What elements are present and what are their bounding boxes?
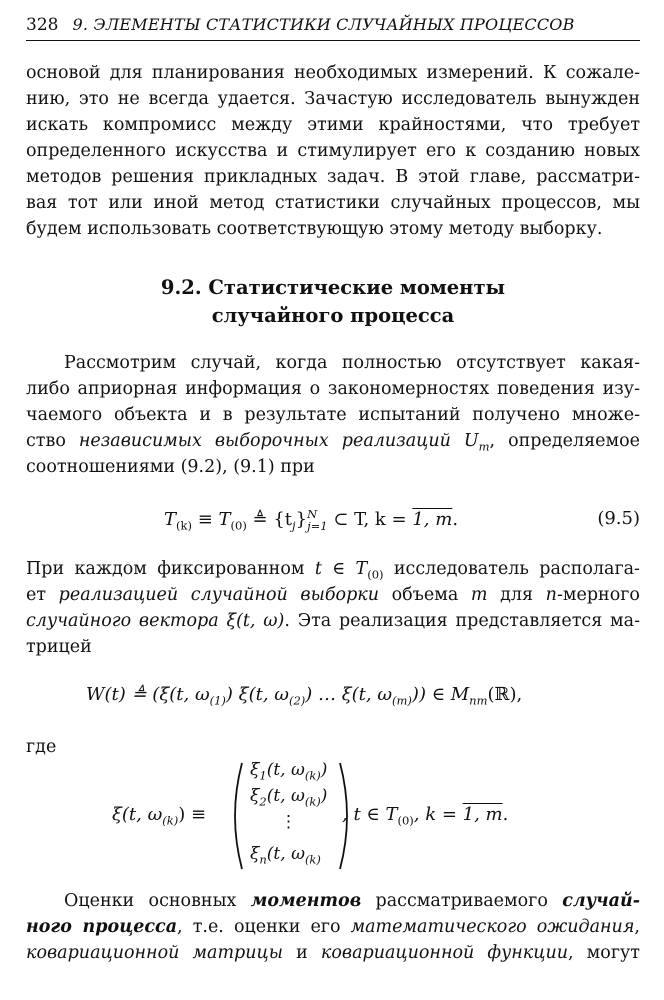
- math-sub: n: [259, 852, 267, 867]
- math-var: U: [463, 431, 479, 451]
- math-expr: , t ∈ T: [342, 804, 398, 825]
- text-line: [26, 556, 640, 582]
- word: для: [500, 585, 534, 605]
- math-sub: (k): [304, 852, 321, 867]
- word: , т.е. оценки его: [177, 917, 341, 937]
- math-var: ξ: [250, 760, 260, 780]
- math-range: 1, m: [462, 804, 503, 825]
- term-emphasis: ковариационной матрицы: [26, 943, 283, 963]
- text-line: Рассмотрим случай, когда полностью отсутствует какая-: [64, 353, 640, 373]
- math-range: 1, m: [412, 509, 453, 530]
- math-expr: , k =: [413, 804, 463, 825]
- math-expr: ) … ξ(t, ω: [305, 684, 393, 705]
- math-sub: (1): [209, 693, 226, 708]
- math-expr: (t, ω: [266, 760, 305, 780]
- text-line: где: [26, 737, 57, 757]
- text-line: искать компромисс между этими крайностями, что требует: [26, 115, 640, 135]
- section-heading: [26, 274, 640, 330]
- text-line: либо априорная информация о закономерностях поведения изу-: [26, 379, 640, 399]
- vector-entry: [250, 844, 321, 866]
- math-sub: (k): [162, 813, 179, 828]
- math-var: T: [218, 509, 231, 530]
- running-title: 9. ЭЛЕМЕНТЫ СТАТИСТИКИ СЛУЧАЙНЫХ ПРОЦЕССОВ: [72, 15, 575, 34]
- math-sub: (m): [392, 693, 412, 708]
- word: ,: [634, 917, 640, 937]
- paragraph-3: [26, 556, 640, 660]
- math-expr: t ∈ T: [314, 559, 368, 579]
- word: и: [296, 943, 308, 963]
- math-expr: (ℝ),: [487, 684, 523, 705]
- math-expr: ): [320, 760, 328, 780]
- math-expr: )) ∈ M: [411, 684, 470, 705]
- equation-xi-condition: [26, 804, 640, 834]
- equation-body: [164, 508, 458, 533]
- math-sub: (k): [176, 518, 192, 533]
- word: -мерного: [556, 585, 640, 605]
- math-op: .: [452, 509, 459, 530]
- term-bold-emphasis: моментов: [250, 891, 362, 911]
- math-sub: (2): [288, 693, 306, 708]
- word: Оценки основных: [64, 891, 237, 911]
- page-number: 328: [26, 15, 59, 35]
- math-op: ) ≡: [178, 804, 207, 825]
- equation-body: [86, 684, 522, 708]
- text-line: [26, 940, 640, 966]
- text-line: [26, 608, 640, 634]
- word: . Эта реализация представляется ма-: [284, 611, 640, 631]
- text-line: [26, 428, 640, 454]
- math-sup: N: [307, 507, 318, 521]
- section-title-line: 9.2. Статистические моменты: [160, 276, 506, 299]
- math-expr: (t, ω: [266, 786, 305, 806]
- equation-9-5: [26, 508, 640, 538]
- term-emphasis: ковариационной функции: [320, 943, 568, 963]
- math-sub: j: [292, 518, 296, 533]
- equation-W: [26, 684, 640, 716]
- word: , определяемое: [489, 431, 640, 451]
- math-op: ≜ {t: [246, 509, 293, 530]
- math-expr: ξ(t, ω): [226, 611, 285, 631]
- term-emphasis: независимых выборочных реализаций: [78, 431, 451, 451]
- math-var: m: [470, 585, 488, 605]
- text-line: [26, 582, 640, 608]
- equation-number: (9.5): [597, 508, 640, 529]
- text-line: основой для планирования необходимых измерений. К сожале-: [26, 63, 640, 83]
- math-sub: m: [478, 439, 490, 454]
- text-line: [26, 914, 640, 940]
- term-emphasis: случайного вектора: [26, 611, 219, 631]
- math-expr: ξ(t, ω: [112, 804, 163, 825]
- text-line: [26, 888, 640, 914]
- math-sub: (0): [397, 813, 414, 828]
- vector-vdots: ⋮: [280, 812, 297, 832]
- math-sub: (k): [304, 768, 321, 783]
- math-var: T: [164, 509, 177, 530]
- text-line: определенного искусства и стимулирует его к созданию новых: [26, 141, 640, 161]
- math-expr: ) ξ(t, ω: [225, 684, 289, 705]
- running-header: [26, 10, 640, 41]
- term-emphasis: математического ожидания: [350, 917, 635, 937]
- math-expr: ): [320, 786, 328, 806]
- word: , могут: [568, 943, 640, 963]
- term-bold-emphasis: ного процесса: [26, 917, 178, 937]
- math-sub: 1: [259, 768, 267, 783]
- text-line: методов решения прикладных задач. В этой главе, рассматри-: [26, 167, 640, 187]
- text-line: будем использовать соответствующую этому методу выборку.: [26, 219, 603, 239]
- math-var: n: [545, 585, 557, 605]
- paragraph-4: [26, 888, 640, 966]
- math-var: ξ: [250, 844, 260, 864]
- text-line: трицей: [26, 637, 92, 657]
- math-sub: (0): [367, 567, 384, 582]
- math-op: .: [502, 804, 509, 825]
- word: При каждом фиксированном: [26, 559, 305, 579]
- gde-line: [26, 734, 640, 760]
- word: ство: [26, 431, 66, 451]
- word: объема: [391, 585, 459, 605]
- math-op: ≡: [191, 509, 219, 530]
- math-sub: j=1: [307, 519, 328, 533]
- math-var: ξ: [250, 786, 260, 806]
- section-title-line: случайного процесса: [211, 304, 455, 327]
- intro-paragraph: [26, 60, 640, 242]
- term-emphasis: реализацией случайной выборки: [58, 585, 380, 605]
- math-expr: (t, ω: [266, 844, 305, 864]
- math-expr: W(t) ≜ (ξ(t, ω: [86, 684, 210, 705]
- equation-body: [342, 804, 508, 828]
- math-sub: 2: [259, 794, 267, 809]
- paragraph-2: [26, 350, 640, 480]
- text-line: соотношениями (9.2), (9.1) при: [26, 457, 315, 477]
- math-op: }: [295, 509, 308, 530]
- text-line: чаемого объекта и в результате испытаний получено множе-: [26, 405, 640, 425]
- math-sub: nm: [469, 693, 488, 708]
- term-bold-emphasis: случай-: [562, 891, 640, 911]
- word: рассматриваемого: [375, 891, 548, 911]
- text-line: нию, это не всегда удается. Зачастую исследователь вынужден: [26, 89, 640, 109]
- math-op: ⊂ T, k =: [327, 509, 413, 530]
- word: ет: [26, 585, 47, 605]
- text-line: вая тот или иной метод статистики случайных процессов, мы: [26, 193, 640, 213]
- math-sub: (k): [304, 794, 321, 809]
- vector-entry: [250, 760, 327, 782]
- math-sub: (0): [230, 518, 247, 533]
- word: исследователь располага-: [393, 559, 640, 579]
